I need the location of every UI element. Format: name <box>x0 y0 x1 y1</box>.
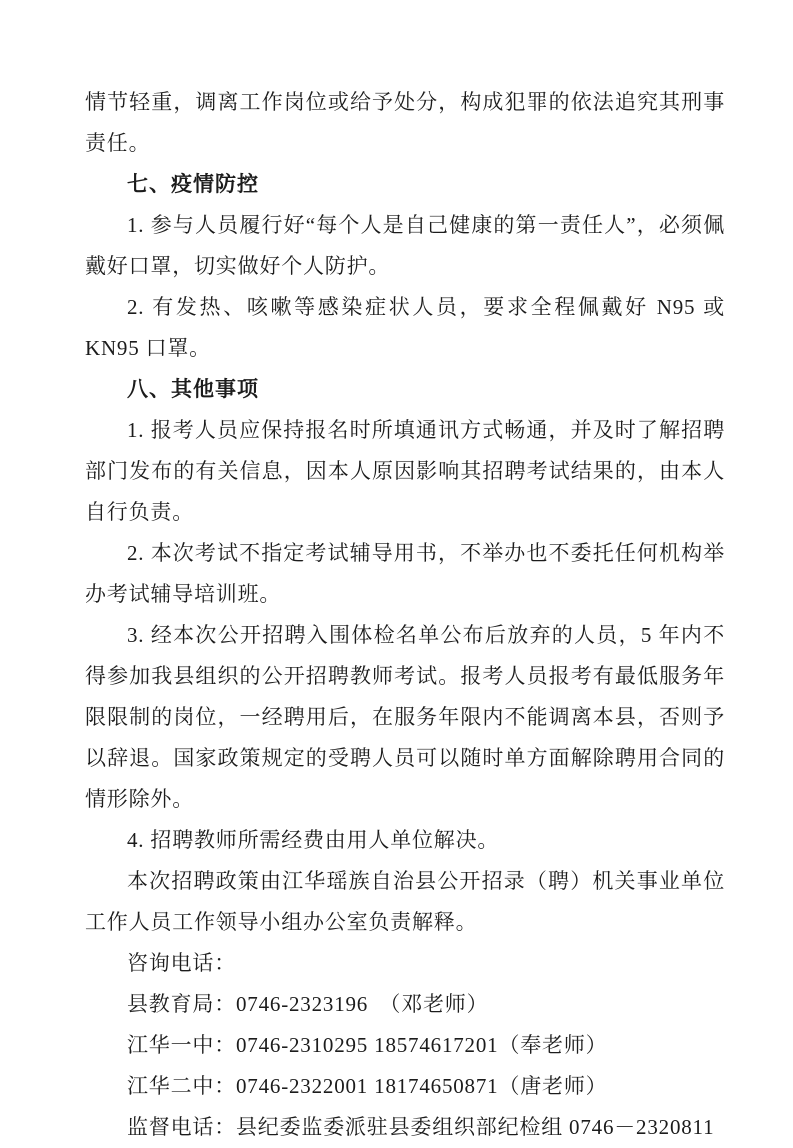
contact-label: 咨询电话： <box>127 951 236 975</box>
paragraph-continuation: 情节轻重，调离工作岗位或给予处分，构成犯罪的依法追究其刑事责任。 <box>85 90 725 155</box>
paragraph-other-2: 2. 本次考试不指定考试辅导用书，不举办也不委托任何机构举办考试辅导培训班。 <box>85 541 725 606</box>
contact-jianghua-no2-school: 江华二中：0746-2322001 18174650871（唐老师） <box>127 1074 608 1098</box>
paragraph-epidemic-2: 2. 有发热、咳嗽等感染症状人员，要求全程佩戴好 N95 或 KN95 口罩。 <box>85 295 725 360</box>
paragraph-other-3: 3. 经本次公开招聘入围体检名单公布后放弃的人员，5 年内不得参加我县组织的公开招聘教师考试。报考人员报考有最低服务年限限制的岗位，一经聘用后，在服务年限内不能调离本县，否则予以辞退。国家政策规定的受聘人员可以随时单方面解除聘用合同的情形除外。 <box>85 623 725 811</box>
paragraph-policy-note: 本次招聘政策由江华瑶族自治县公开招录（聘）机关事业单位工作人员工作领导小组办公室负责解释。 <box>85 869 725 934</box>
document-body <box>85 82 725 1148</box>
contact-jianghua-no1-school: 江华一中：0746-2310295 18574617201（奉老师） <box>127 1033 608 1057</box>
paragraph-other-1: 1. 报考人员应保持报名时所填通讯方式畅通，并及时了解招聘部门发布的有关信息，因本人原因影响其招聘考试结果的，由本人自行负责。 <box>85 418 725 524</box>
paragraph-epidemic-1: 1. 参与人员履行好“每个人是自己健康的第一责任人”，必须佩戴好口罩，切实做好个人防护。 <box>85 213 725 278</box>
contact-supervision-phone: 监督电话：县纪委监委派驻县委组织部纪检组 0746－2320811 <box>127 1115 715 1139</box>
section-heading-other: 八、其他事项 <box>127 378 259 401</box>
contact-education-bureau: 县教育局：0746-2323196 （邓老师） <box>127 992 489 1016</box>
paragraph-other-4: 4. 招聘教师所需经费由用人单位解决。 <box>127 828 500 852</box>
section-heading-epidemic: 七、疫情防控 <box>127 173 259 196</box>
